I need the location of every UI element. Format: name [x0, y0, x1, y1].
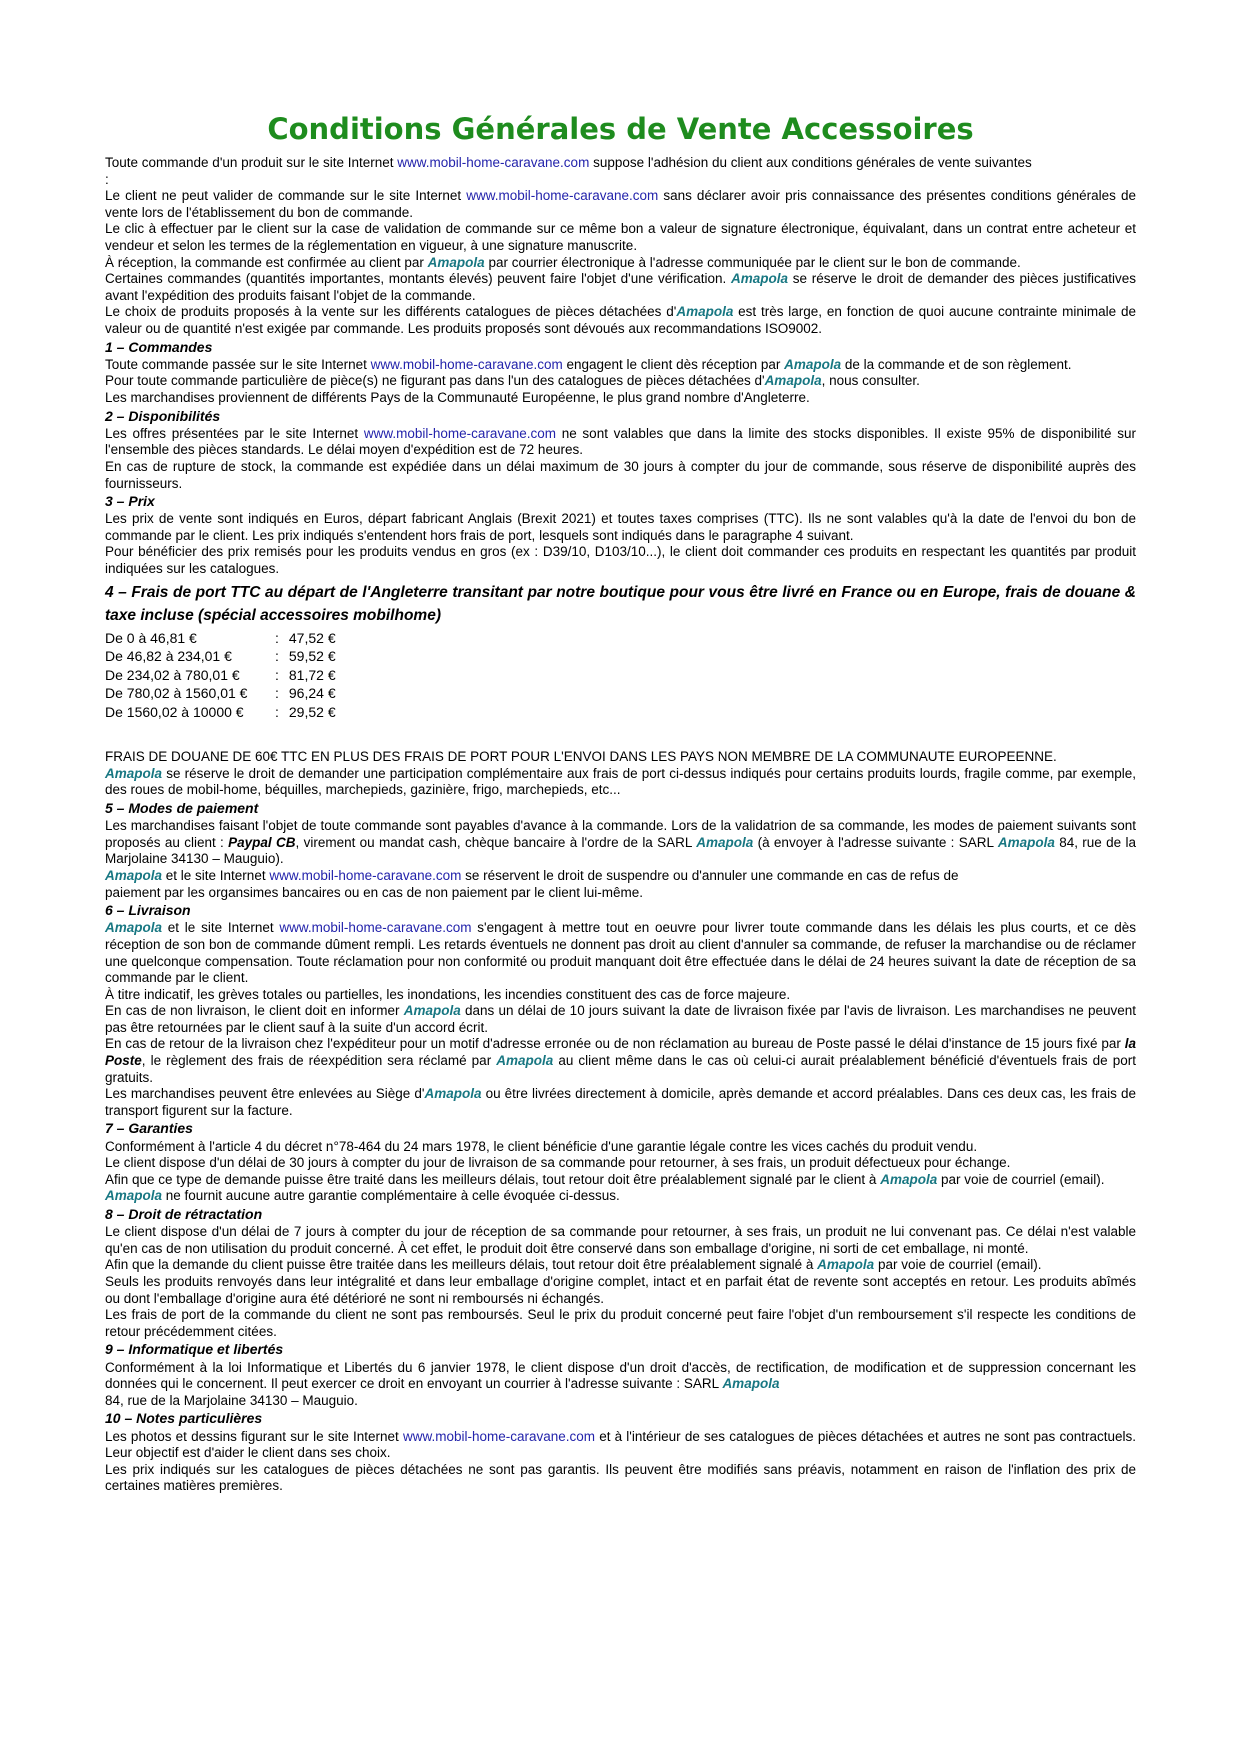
paragraph — [105, 426, 1136, 459]
text-run: ne sont valables que dans la limite des stocks disponibles. Il existe 95% de disponibilité sur l'ensemble des pièces standards. Le délai moyen d'expédition est de 72 heures. — [105, 425, 1136, 458]
brand-name: Amapola — [424, 1086, 482, 1102]
text-run: ou être livrées directement à domicile, après demande et accord préalables. Dans ces deux cas, les frais de transport figurent sur la facture. — [105, 1086, 1136, 1118]
website-link[interactable]: www.mobil-home-caravane.com — [279, 920, 472, 936]
text-run: Le clic à effectuer par le client sur la case de validation de commande sur ce même bon a valeur de signature électronique, équivalant, dans un contrat entre acheteur et vendeur et selon les termes de la réglementation en vigueur, à une signature manuscrite. — [105, 221, 1136, 253]
price-colon: : — [275, 629, 279, 646]
paragraph — [105, 221, 1136, 254]
spacer — [105, 721, 1136, 749]
shipping-price-row — [105, 629, 1136, 648]
shipping-price-row — [105, 703, 1136, 722]
website-link[interactable]: www.mobil-home-caravane.com — [466, 188, 659, 204]
text-run: Toute commande passée sur le site Internet — [105, 356, 371, 372]
text-run: et le site Internet — [162, 920, 280, 936]
text-run: Le choix de produits proposés à la vente sur les différents catalogues de pièces détachées d' — [105, 304, 677, 320]
price-colon: : — [275, 648, 279, 665]
brand-name: Amapola — [764, 373, 822, 389]
paragraph — [105, 1086, 1136, 1119]
text-run: Les marchandises peuvent être enlevées au Siège d' — [105, 1086, 425, 1102]
text-run: se réservent le droit de suspendre ou d'annuler une commande en cas de refus de — [461, 867, 959, 883]
shipping-price-row — [105, 684, 1136, 703]
text-run: À titre indicatif, les grèves totales ou partielles, les inondations, les incendies constituent des cas de force majeure. — [105, 986, 791, 1002]
price-value: 59,52 € — [288, 648, 336, 665]
paragraph — [105, 987, 1136, 1004]
shipping-price-row — [105, 647, 1136, 666]
paragraph — [105, 1172, 1136, 1189]
text-run: Conformément à la loi Informatique et Libertés du 6 janvier 1978, le client dispose d'un droit d'accès, de rectification, de modification et de suppression concernant les données qui le concernent. Il peut exercer ce droit en envoyant un courrier à l'adresse suivante : SARL — [105, 1359, 1136, 1392]
paragraph — [105, 357, 1136, 374]
paragraph — [105, 511, 1136, 544]
paragraph — [105, 1188, 1136, 1205]
website-link[interactable]: www.mobil-home-caravane.com — [402, 1428, 596, 1444]
text-run: se réserve le droit de demander une participation complémentaire aux frais de port ci-dessus indiqués pour certains produits lourds, fragile comme, par exemple, des roues de mobil-home, béquilles, marchepieds, gazinière, frigo, marchepieds, etc... — [105, 765, 1136, 798]
section-heading: 10 – Notes particulières — [105, 1410, 263, 1427]
brand-name: Amapola — [403, 1003, 461, 1019]
text-run: Les prix indiqués sur les catalogues de pièces détachées ne sont pas garantis. Ils peuvent être modifiés sans préavis, notamment en raison de l'inflation des prix de certaines matières premières. — [105, 1461, 1136, 1494]
text-run: 84, rue de la Marjolaine 34130 – Mauguio). — [105, 834, 1136, 867]
text-run: Le client ne peut valider de commande sur le site Internet — [105, 188, 467, 204]
emphasis-text: Paypal CB — [228, 834, 296, 850]
text-run: Toute commande d'un produit sur le site Internet — [105, 155, 398, 170]
brand-name: Amapola — [105, 920, 163, 936]
price-value: 96,24 € — [288, 685, 336, 702]
text-run: paiement par les organsimes bancaires ou en cas de non paiement par le client lui-même. — [105, 884, 644, 900]
text-run: par voie de courriel (email). — [937, 1171, 1105, 1187]
brand-name: Amapola — [817, 1257, 875, 1273]
text-run: Certaines commandes (quantités importantes, montants élevés) peuvent faire l'objet d'une vérification. — [105, 271, 731, 287]
paragraph — [105, 271, 1136, 304]
text-run: se réserve le droit de demander des pièces justificatives avant l'expédition des produits faisant l'objet de la commande. — [105, 271, 1136, 303]
paragraph — [105, 1003, 1136, 1036]
text-run: , nous consulter. — [821, 373, 920, 389]
shipping-price-row — [105, 666, 1136, 685]
price-range: De 0 à 46,81 € — [105, 629, 197, 646]
price-range: De 1560,02 à 10000 € — [105, 703, 244, 720]
text-run: Conformément à l'article 4 du décret n°78-464 du 24 mars 1978, le client bénéficie d'une garantie légale contre les vices cachés du produit vendu. — [105, 1138, 978, 1154]
paragraph — [105, 1155, 1136, 1172]
paragraph — [105, 818, 1136, 868]
price-value: 81,72 € — [288, 666, 336, 683]
text-run: Les prix de vente sont indiqués en Euros, départ fabricant Anglais (Brexit 2021) et toutes taxes comprises (TTC). Ils ne sont valables qu'à la date de l'envoi du bon de commande par le client. Les prix indiqués s'entendent hors frais de port, lesquels sont indiqués dans le paragraphe 4 suivant. — [105, 511, 1136, 543]
text-run: À réception, la commande est confirmée au client par — [105, 254, 428, 270]
price-colon: : — [275, 685, 279, 702]
text-run: Seuls les produits renvoyés dans leur intégralité et dans leur emballage d'origine complet, intact et en parfait état de revente sont acceptés en retour. Les produits abîmés ou dont l'emballage d'origine aura été détérioré ne sont ni remboursés ni échangés. — [105, 1274, 1136, 1306]
text-run: au client même dans le cas où celui-ci aurait préalablement bénéficié d'éventuels frais de port gratuits. — [105, 1053, 1136, 1085]
brand-name: Amapola — [880, 1171, 938, 1187]
section-heading: 7 – Garanties — [105, 1120, 193, 1137]
text-run: suppose l'adhésion du client aux conditions générales de vente suivantes — [589, 155, 1032, 170]
paragraph — [105, 544, 1136, 577]
paragraph — [105, 304, 1136, 337]
page-title: Conditions Générales de Vente Accessoires — [267, 112, 974, 146]
paragraph — [105, 188, 1136, 221]
paragraph — [105, 155, 1136, 188]
paragraph — [105, 1036, 1136, 1086]
brand-name: Amapola — [676, 304, 734, 320]
brand-name: Amapola — [427, 254, 485, 270]
brand-name: Amapola — [722, 1376, 780, 1392]
website-link[interactable]: www.mobil-home-caravane.com — [363, 425, 556, 441]
text-run: En cas de retour de la livraison chez l'expéditeur pour un motif d'adresse erronée ou de non réclamation au bureau de Poste passé le délai d'instance de 15 jours fixé par — [105, 1036, 1125, 1052]
paragraph — [105, 749, 1136, 766]
brand-name: Amapola — [731, 271, 789, 287]
text-run: sans déclarer avoir pris connaissance des présentes conditions générales de vente lors de l'établissement du bon de commande. — [105, 188, 1136, 220]
paragraph — [105, 1429, 1136, 1462]
emphasis-text: la Poste — [105, 1036, 1136, 1069]
section-heading: 5 – Modes de paiement — [105, 799, 259, 816]
text-run: est très large, en fonction de quoi aucune contrainte minimale de valeur ou de quantité n'est exigée par commande. Les produits proposés sont dévoués aux recommandations ISO9002. — [105, 304, 1136, 336]
section-heading: 8 – Droit de rétractation — [105, 1206, 263, 1223]
section-heading: 2 – Disponibilités — [105, 407, 221, 424]
website-link[interactable]: www.mobil-home-caravane.com — [397, 155, 590, 170]
text-run: Les photos et dessins figurant sur le site Internet — [105, 1428, 403, 1444]
text-run: Pour bénéficier des prix remisés pour les produits vendus en gros (ex : D39/10, D103/10...), le client doit commander ces produits en respectant les quantités par produit indiquées sur les catalogues. — [105, 544, 1136, 577]
paragraph — [105, 1462, 1136, 1495]
text-run: par courrier électronique à l'adresse communiquée par le client sur le bon de commande. — [484, 254, 1021, 270]
paragraph — [105, 1274, 1136, 1307]
text-run: Les marchandises faisant l'objet de toute commande sont payables d'avance à la commande. Lors de la validatrion de sa commande, les modes de paiement suivants sont proposés au client : — [105, 818, 1136, 850]
text-run: : — [105, 171, 109, 187]
text-run: Les marchandises proviennent de différents Pays de la Communauté Européenne, le plus grand nombre d'Angleterre. — [105, 389, 810, 405]
text-run: Le client dispose d'un délai de 30 jours à compter du jour de livraison de sa commande pour retourner, à ses frais, un produit défectueux pour échange. — [105, 1155, 1011, 1171]
paragraph — [105, 1224, 1136, 1257]
price-value: 47,52 € — [288, 629, 336, 646]
price-range: De 780,02 à 1560,01 € — [105, 685, 248, 702]
text-run: (à envoyer à l'adresse suivante : SARL — [753, 834, 998, 850]
price-range: De 234,02 à 780,01 € — [105, 666, 240, 683]
text-run: Pour toute commande particulière de pièce(s) ne figurant pas dans l'un des catalogues de pièces détachées d' — [105, 373, 765, 389]
price-colon: : — [275, 703, 279, 720]
section-heading: 6 – Livraison — [105, 902, 191, 919]
text-run: En cas de non livraison, le client doit en informer — [105, 1003, 404, 1019]
paragraph — [105, 1139, 1136, 1156]
paragraph — [105, 373, 1136, 390]
text-run: , virement ou mandat cash, chèque bancaire à l'ordre de la SARL — [295, 834, 697, 850]
section-heading: 3 – Prix — [105, 493, 155, 510]
text-run: En cas de rupture de stock, la commande est expédiée dans un délai maximum de 30 jours à compter du jour de commande, sous réserve de disponibilité auprès des fournisseurs. — [105, 458, 1136, 491]
brand-name: Amapola — [997, 834, 1055, 850]
brand-name: Amapola — [105, 867, 163, 883]
text-run: s'engagent à mettre tout en oeuvre pour livrer toute commande dans les délais les plus courts, et ce dès réception de son bon de commande dûment rempli. Les retards éventuels ne donnent pas droit au client d'annuler sa commande, de refuser la marchandise ou de réclamer une quelconque compensation. Toute réclamation pour non conformité ou produit manquant doit être effectuée dans le délai de 24 heures suivant la date de réception de sa commande par le client. — [105, 920, 1136, 986]
paragraph — [105, 255, 1136, 272]
paragraph — [105, 868, 1136, 901]
brand-name: Amapola — [105, 1188, 163, 1204]
section-heading: 1 – Commandes — [105, 338, 213, 355]
text-run: 84, rue de la Marjolaine 34130 – Mauguio. — [105, 1392, 358, 1408]
text-run: Afin que la demande du client puisse être traitée dans les meilleurs délais, tout retour doit être préalablement signalé à — [105, 1257, 818, 1273]
website-link[interactable]: www.mobil-home-caravane.com — [269, 867, 462, 883]
text-run: dans un délai de 10 jours suivant la date de livraison fixée par l'avis de livraison. Les marchandises ne peuvent pas être retournées par le client sauf à la suite d'un accord écrit. — [105, 1003, 1136, 1035]
text-run: FRAIS DE DOUANE DE 60€ TTC EN PLUS DES FRAIS DE PORT POUR L'ENVOI DANS LES PAYS NON MEMBRE DE LA COMMUNAUTE EUROPEENNE. — [105, 749, 1057, 765]
text-run: de la commande et de son règlement. — [841, 356, 1072, 372]
text-run: Les frais de port de la commande du client ne sont pas remboursés. Seul le prix du produit concerné peut faire l'objet d'un remboursement s'il respecte les conditions de retour précédemment citées. — [105, 1307, 1136, 1339]
text-run: ne fournit aucune autre garantie complémentaire à celle évoquée ci-dessus. — [162, 1188, 620, 1204]
paragraph — [105, 390, 1136, 407]
paragraph — [105, 459, 1136, 492]
text-run: engagent le client dès réception par — [562, 356, 785, 372]
brand-name: Amapola — [696, 834, 754, 850]
document-body — [105, 155, 1136, 1495]
text-run: et le site Internet — [162, 867, 270, 883]
paragraph — [105, 766, 1136, 799]
website-link[interactable]: www.mobil-home-caravane.com — [370, 356, 563, 372]
price-value: 29,52 € — [288, 703, 336, 720]
paragraph — [105, 1307, 1136, 1340]
section-heading: 4 – Frais de port TTC au départ de l'Angleterre transitant par notre boutique pour vous être livré en France ou en Europe, frais de douane & taxe incluse (spécial accessoires mobilhome) — [105, 583, 1136, 624]
price-range: De 46,82 à 234,01 € — [105, 648, 232, 665]
brand-name: Amapola — [496, 1053, 554, 1069]
brand-name: Amapola — [105, 765, 163, 781]
price-colon: : — [275, 666, 279, 683]
section-heading: 9 – Informatique et libertés — [105, 1341, 284, 1358]
text-run: Afin que ce type de demande puisse être traité dans les meilleurs délais, tout retour doit être préalablement signalé par le client à — [105, 1171, 881, 1187]
paragraph — [105, 920, 1136, 986]
text-run: , le règlement des frais de réexpédition sera réclamé par — [141, 1053, 497, 1069]
brand-name: Amapola — [784, 356, 842, 372]
paragraph — [105, 1360, 1136, 1410]
text-run: par voie de courriel (email). — [874, 1257, 1042, 1273]
text-run: Le client dispose d'un délai de 7 jours à compter du jour de réception de sa commande pour retourner, à ses frais, un produit ne lui convenant pas. Ce délai n'est valable qu'en cas de non utilisation du produit concerné. À cet effet, le produit doit être conservé dans son emballage d'origine, ni sorti de cet emballage, ni monté. — [105, 1224, 1136, 1256]
text-run: et à l'intérieur de ses catalogues de pièces détachées et autres ne sont pas contractuels. Leur objectif est d'aider le client dans ses choix. — [105, 1428, 1136, 1461]
paragraph — [105, 1257, 1136, 1274]
text-run: Les offres présentées par le site Internet — [105, 425, 364, 441]
